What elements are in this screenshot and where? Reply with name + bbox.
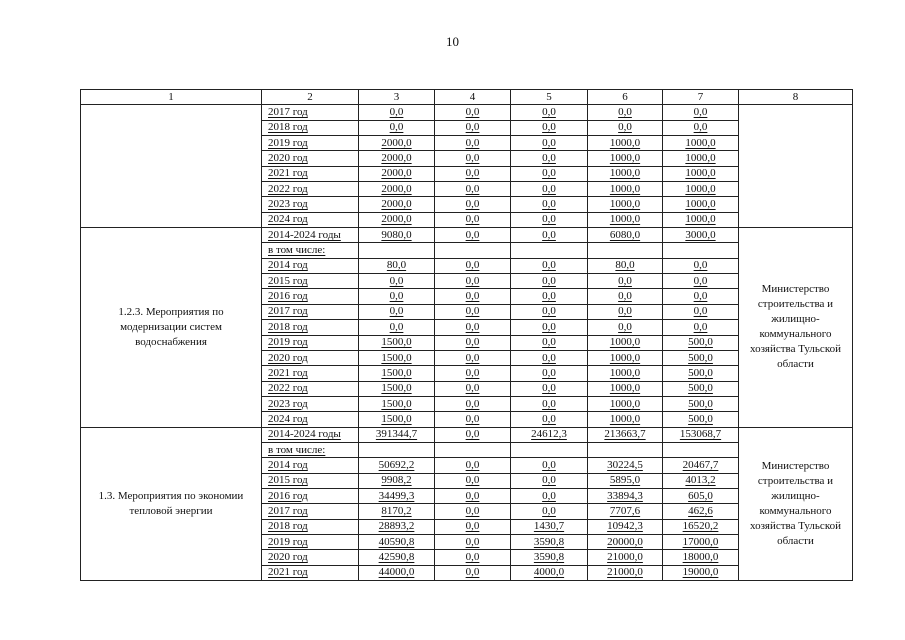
amount-cell: 0,0 [663,304,739,319]
period-cell: 2020 год [262,550,359,565]
amount-cell: 0,0 [435,381,511,396]
amount-cell: 0,0 [435,151,511,166]
amount-cell: 0,0 [588,289,663,304]
amount-cell: 5895,0 [588,473,663,488]
amount-cell: 1000,0 [588,136,663,151]
period-cell: 2015 год [262,473,359,488]
amount-cell: 500,0 [663,412,739,427]
amount-cell: 1000,0 [663,136,739,151]
amount-cell: 0,0 [588,320,663,335]
period-cell: 2024 год [262,212,359,227]
period-cell: 2014 год [262,258,359,273]
period-cell: 2019 год [262,534,359,549]
amount-cell: 0,0 [435,228,511,243]
amount-cell: 1000,0 [588,197,663,212]
amount-cell: 1500,0 [359,335,435,350]
amount-cell: 0,0 [511,473,588,488]
amount-cell: 0,0 [511,166,588,181]
amount-cell: 0,0 [435,350,511,365]
period-cell: 2018 год [262,120,359,135]
amount-cell: 0,0 [511,151,588,166]
period-cell: 2016 год [262,289,359,304]
period-cell: 2017 год [262,504,359,519]
amount-cell: 6080,0 [588,228,663,243]
period-cell: 2014-2024 годы [262,228,359,243]
amount-cell: 0,0 [359,274,435,289]
amount-cell: 0,0 [588,105,663,120]
amount-cell: 24612,3 [511,427,588,442]
amount-cell [511,243,588,258]
amount-cell: 0,0 [435,458,511,473]
period-cell: 2014-2024 годы [262,427,359,442]
amount-cell: 0,0 [435,504,511,519]
amount-cell: 1000,0 [588,151,663,166]
responsible-executor-cell: Министерство строительства и жилищно-коммунального хозяйства Тульской области [739,427,853,580]
header-cell: 4 [435,90,511,105]
period-cell: 2015 год [262,274,359,289]
page-number: 10 [446,34,459,49]
period-cell: 2020 год [262,350,359,365]
period-cell: 2021 год [262,366,359,381]
amount-cell: 1000,0 [588,350,663,365]
amount-cell: 0,0 [435,565,511,580]
amount-cell: 2000,0 [359,151,435,166]
amount-cell: 4013,2 [663,473,739,488]
amount-cell: 1500,0 [359,381,435,396]
amount-cell: 16520,2 [663,519,739,534]
amount-cell: 30224,5 [588,458,663,473]
amount-cell: 50692,2 [359,458,435,473]
amount-cell: 0,0 [435,366,511,381]
period-cell: 2020 год [262,151,359,166]
amount-cell: 0,0 [435,488,511,503]
amount-cell: 0,0 [435,136,511,151]
amount-cell: 80,0 [588,258,663,273]
amount-cell: 0,0 [359,304,435,319]
amount-cell: 1500,0 [359,412,435,427]
amount-cell: 1000,0 [588,212,663,227]
amount-cell: 0,0 [435,289,511,304]
amount-cell: 0,0 [359,320,435,335]
amount-cell: 0,0 [435,212,511,227]
amount-cell: 2000,0 [359,182,435,197]
period-cell: 2022 год [262,182,359,197]
period-cell: в том числе: [262,243,359,258]
amount-cell: 1000,0 [663,166,739,181]
header-cell: 1 [81,90,262,105]
responsible-executor-cell [739,105,853,228]
period-cell: в том числе: [262,442,359,457]
amount-cell: 0,0 [435,166,511,181]
amount-cell: 0,0 [511,504,588,519]
amount-cell: 0,0 [511,212,588,227]
amount-cell: 1000,0 [588,335,663,350]
amount-cell: 20000,0 [588,534,663,549]
amount-cell: 0,0 [435,304,511,319]
amount-cell: 28893,2 [359,519,435,534]
table-body [81,90,853,581]
amount-cell: 391344,7 [359,427,435,442]
amount-cell: 0,0 [435,274,511,289]
amount-cell: 0,0 [435,550,511,565]
amount-cell: 0,0 [435,473,511,488]
amount-cell: 0,0 [511,258,588,273]
amount-cell: 213663,7 [588,427,663,442]
amount-cell: 9908,2 [359,473,435,488]
amount-cell: 1000,0 [663,197,739,212]
amount-cell: 80,0 [359,258,435,273]
amount-cell: 0,0 [435,412,511,427]
header-cell: 2 [262,90,359,105]
amount-cell: 1000,0 [588,381,663,396]
amount-cell: 462,6 [663,504,739,519]
amount-cell: 153068,7 [663,427,739,442]
amount-cell: 2000,0 [359,136,435,151]
amount-cell: 40590,8 [359,534,435,549]
amount-cell: 0,0 [435,182,511,197]
period-cell: 2022 год [262,381,359,396]
amount-cell: 1000,0 [663,182,739,197]
amount-cell: 1430,7 [511,519,588,534]
amount-cell: 17000,0 [663,534,739,549]
amount-cell: 8170,2 [359,504,435,519]
amount-cell: 42590,8 [359,550,435,565]
amount-cell [359,243,435,258]
amount-cell: 1000,0 [588,396,663,411]
amount-cell: 2000,0 [359,166,435,181]
period-cell: 2018 год [262,320,359,335]
amount-cell: 21000,0 [588,550,663,565]
amount-cell: 500,0 [663,381,739,396]
amount-cell: 500,0 [663,396,739,411]
amount-cell: 0,0 [663,258,739,273]
amount-cell: 0,0 [435,105,511,120]
amount-cell: 0,0 [663,274,739,289]
amount-cell: 1000,0 [588,166,663,181]
header-cell: 7 [663,90,739,105]
amount-cell: 0,0 [511,366,588,381]
amount-cell: 1000,0 [663,212,739,227]
amount-cell: 34499,3 [359,488,435,503]
activity-name-cell [81,105,262,228]
period-cell: 2021 год [262,565,359,580]
amount-cell: 33894,3 [588,488,663,503]
amount-cell: 0,0 [435,534,511,549]
amount-cell [663,243,739,258]
amount-cell: 0,0 [663,320,739,335]
amount-cell: 0,0 [435,335,511,350]
amount-cell: 0,0 [511,105,588,120]
amount-cell: 0,0 [663,289,739,304]
period-cell: 2017 год [262,304,359,319]
amount-cell: 0,0 [511,458,588,473]
header-cell: 8 [739,90,853,105]
funding-table [80,89,853,581]
amount-cell: 0,0 [359,289,435,304]
amount-cell [359,442,435,457]
amount-cell: 0,0 [359,105,435,120]
amount-cell: 0,0 [435,120,511,135]
period-cell: 2014 год [262,458,359,473]
period-cell: 2021 год [262,166,359,181]
header-cell: 3 [359,90,435,105]
header-cell: 6 [588,90,663,105]
amount-cell: 0,0 [359,120,435,135]
amount-cell: 21000,0 [588,565,663,580]
amount-cell: 1500,0 [359,366,435,381]
activity-name-cell: 1.2.3. Мероприятия по модернизации систем водоснабжения [81,228,262,427]
amount-cell [511,442,588,457]
amount-cell: 0,0 [663,105,739,120]
amount-cell: 0,0 [663,120,739,135]
amount-cell: 1000,0 [588,366,663,381]
activity-name-cell: 1.3. Мероприятия по экономии тепловой энергии [81,427,262,580]
period-cell: 2017 год [262,105,359,120]
amount-cell: 1000,0 [588,412,663,427]
amount-cell: 0,0 [511,289,588,304]
amount-cell: 0,0 [588,274,663,289]
amount-cell: 0,0 [511,335,588,350]
amount-cell [588,442,663,457]
period-cell: 2018 год [262,519,359,534]
header-cell: 5 [511,90,588,105]
table-header-row [81,90,853,105]
responsible-executor-cell: Министерство строительства и жилищно-коммунального хозяйства Тульской области [739,228,853,427]
amount-cell: 10942,3 [588,519,663,534]
amount-cell: 500,0 [663,335,739,350]
amount-cell: 0,0 [435,197,511,212]
amount-cell: 1000,0 [588,182,663,197]
amount-cell: 0,0 [511,274,588,289]
amount-cell: 0,0 [435,320,511,335]
period-cell: 2019 год [262,136,359,151]
amount-cell: 0,0 [435,396,511,411]
amount-cell: 4000,0 [511,565,588,580]
amount-cell: 9080,0 [359,228,435,243]
amount-cell: 3590,8 [511,550,588,565]
amount-cell: 2000,0 [359,197,435,212]
amount-cell: 0,0 [511,182,588,197]
amount-cell: 44000,0 [359,565,435,580]
amount-cell [435,243,511,258]
amount-cell: 2000,0 [359,212,435,227]
amount-cell [663,442,739,457]
amount-cell: 3000,0 [663,228,739,243]
period-cell: 2019 год [262,335,359,350]
amount-cell: 0,0 [511,136,588,151]
amount-cell: 605,0 [663,488,739,503]
amount-cell: 0,0 [511,304,588,319]
amount-cell: 0,0 [511,412,588,427]
period-cell: 2023 год [262,396,359,411]
table-row [81,228,853,243]
amount-cell: 18000,0 [663,550,739,565]
amount-cell: 1500,0 [359,396,435,411]
amount-cell: 0,0 [588,304,663,319]
amount-cell: 0,0 [435,258,511,273]
table-row [81,427,853,442]
table-row [81,105,853,120]
amount-cell: 0,0 [511,228,588,243]
amount-cell: 20467,7 [663,458,739,473]
amount-cell: 0,0 [511,350,588,365]
amount-cell [588,243,663,258]
period-cell: 2024 год [262,412,359,427]
amount-cell: 0,0 [511,488,588,503]
amount-cell: 0,0 [511,197,588,212]
amount-cell: 500,0 [663,350,739,365]
amount-cell: 7707,6 [588,504,663,519]
amount-cell: 0,0 [511,120,588,135]
period-cell: 2023 год [262,197,359,212]
amount-cell: 0,0 [511,381,588,396]
amount-cell: 3590,8 [511,534,588,549]
amount-cell: 1000,0 [663,151,739,166]
amount-cell: 0,0 [588,120,663,135]
amount-cell: 500,0 [663,366,739,381]
amount-cell [435,442,511,457]
amount-cell: 0,0 [435,519,511,534]
period-cell: 2016 год [262,488,359,503]
amount-cell: 19000,0 [663,565,739,580]
amount-cell: 0,0 [511,320,588,335]
amount-cell: 0,0 [511,396,588,411]
amount-cell: 0,0 [435,427,511,442]
amount-cell: 1500,0 [359,350,435,365]
